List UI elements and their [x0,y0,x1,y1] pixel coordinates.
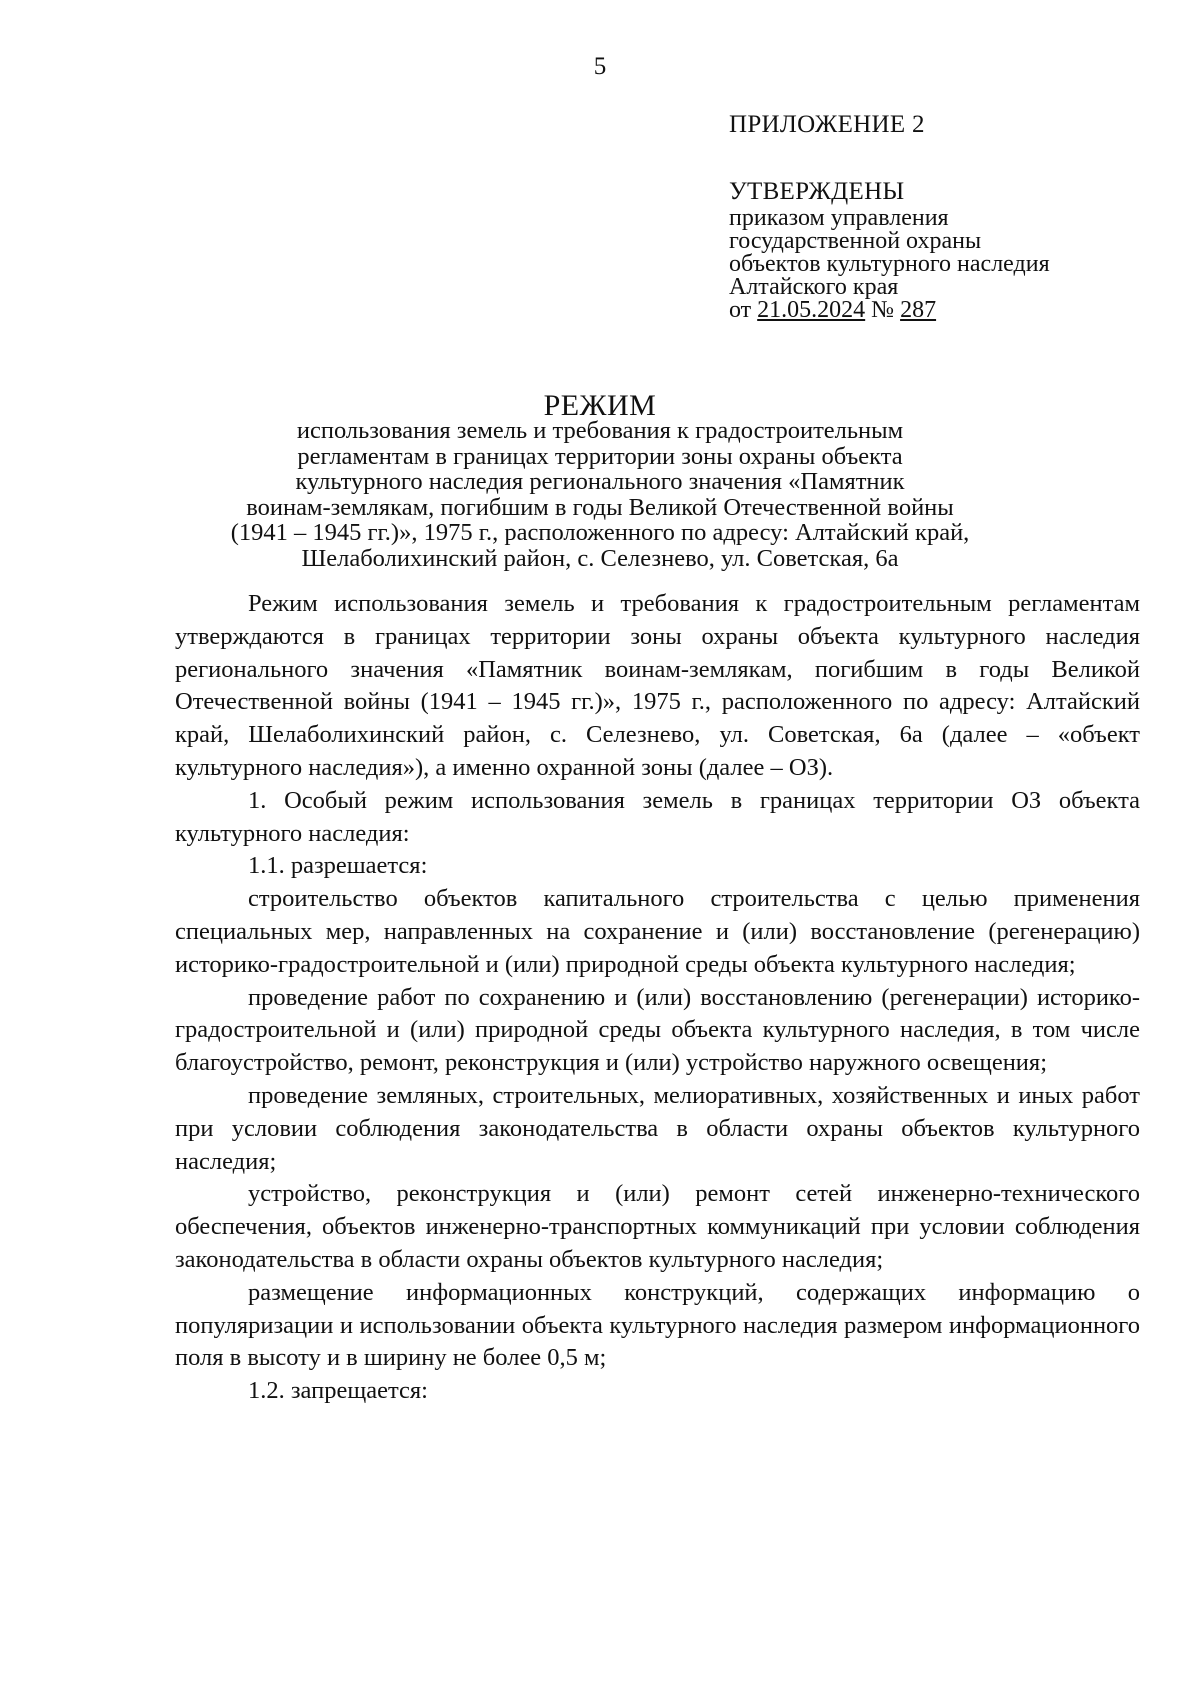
approval-block [729,177,1169,322]
approval-line: Алтайского края [729,274,899,300]
subtitle-line: (1941 – 1945 гг.)», 1975 г., расположенного по адресу: Алтайский край, [230,519,970,546]
approval-line: государственной охраны [729,228,982,254]
body-paragraph: проведение земляных, строительных, мелиоративных, хозяйственных и иных работ при условии соблюдения законодательства в области охраны объектов культурного наследия; [175,1081,1140,1175]
document-subtitle [200,418,1000,571]
body-paragraph: 1.2. запрещается: [248,1377,428,1405]
subtitle-line: культурного наследия регионального значения «Памятник [295,468,905,495]
subtitle-line: Шелаболихинский район, с. Селезнево, ул. Советская, 6а [301,544,899,572]
body-paragraph: проведение работ по сохранению и (или) восстановлению (регенерации) историко-градостроительной и (или) природной среды объекта культурного наследия, в том числе благоустройство, ремонт, реконструкция и (или) устройство наружного освещения; [175,983,1140,1077]
approval-number-sign: № [871,297,895,323]
subtitle-line: использования земель и требования к градостроительным [296,417,904,444]
body-paragraph: Режим использования земель и требования к градостроительным регламентам утверждаются в границах территории зоны охраны объекта культурного наследия регионального значения «Памятник воинам-землякам, погибшим в годы Великой Отечественной войны (1941 – 1945 гг.)», 1975 г., расположенного по адресу: Алтайский край, Шелаболихинский район, с. Селезнево, ул. Советская, 6а (далее – «объект культурного наследия»), а именно охранной зоны (далее – ОЗ). [175,590,1140,781]
approval-date-prefix: от [729,297,752,323]
approval-date-line [729,299,1169,322]
subtitle-line: воинам-землякам, погибшим в годы Великой Отечественной войны [246,493,954,521]
subtitle-line: регламентам в границах территории зоны охраны объекта [297,442,903,470]
approval-date: 21.05.2024 [757,297,866,323]
appendix-label: ПРИЛОЖЕНИЕ 2 [729,111,925,138]
approval-line: объектов культурного наследия [729,251,1050,277]
body-paragraph: 1.1. разрешается: [248,852,428,880]
document-body [175,588,1140,1408]
body-paragraph: устройство, реконструкция и (или) ремонт сетей инженерно-технического обеспечения, объектов инженерно-транспортных коммуникаций при условии соблюдения законодательства в области охраны объектов культурного наследия; [175,1180,1140,1273]
approval-title: УТВЕРЖДЕНЫ [729,178,905,205]
approval-number: 287 [900,297,937,323]
document-title: РЕЖИМ [543,389,657,422]
body-paragraph: размещение информационных конструкций, содержащих информацию о популяризации и использовании объекта культурного наследия размером информационного поля в высоту и в ширину не более 0,5 м; [175,1278,1140,1372]
page-number: 5 [593,53,607,80]
body-paragraph: 1. Особый режим использования земель в границах территории ОЗ объекта культурного наследия: [175,786,1140,847]
body-paragraph: строительство объектов капитального строительства с целью применения специальных мер, направленных на сохранение и (или) восстановление (регенерацию) историко-градостроительной и (или) природной среды объекта культурного наследия; [175,885,1140,978]
approval-line: приказом управления [729,205,949,231]
